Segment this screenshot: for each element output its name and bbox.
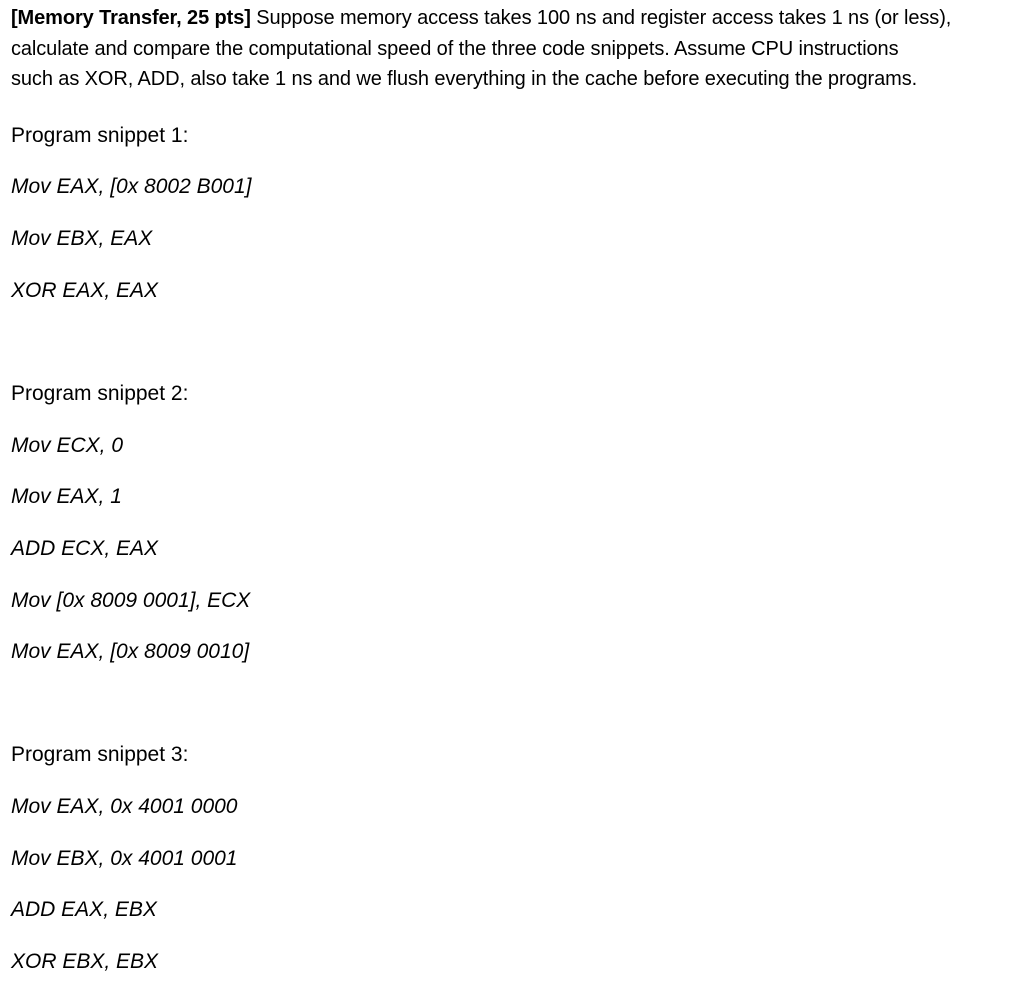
- snippet-3-line-2: Mov EBX, 0x 4001 0001: [11, 847, 238, 870]
- prompt-text-1: Suppose memory access takes 100 ns and register access takes 1 ns (or less),: [250, 7, 952, 29]
- snippet-1-line-3: XOR EAX, EAX: [11, 279, 159, 302]
- snippet-3-heading: Program snippet 3:: [11, 743, 189, 766]
- snippet-3-line-4: XOR EBX, EBX: [11, 950, 159, 973]
- prompt-line-2: calculate and compare the computational speed of the three code snippets. Assume CPU instructions: [11, 37, 899, 60]
- snippet-3-line-1: Mov EAX, 0x 4001 0000: [11, 795, 238, 818]
- snippet-2-line-5: Mov EAX, [0x 8009 0010]: [11, 640, 250, 663]
- prompt-line-1: [11, 3, 1011, 34]
- snippet-2-line-1: Mov ECX, 0: [11, 434, 124, 457]
- question-prompt: [11, 3, 1011, 95]
- snippet-2-heading: Program snippet 2:: [11, 382, 189, 405]
- question-tag: [Memory Transfer, 25 pts]: [11, 7, 251, 29]
- snippet-1-line-2: Mov EBX, EAX: [11, 227, 153, 250]
- prompt-line-3: such as XOR, ADD, also take 1 ns and we flush everything in the cache before executing the programs.: [11, 68, 918, 90]
- snippet-2-line-2: Mov EAX, 1: [11, 485, 122, 508]
- snippet-2-line-4: Mov [0x 8009 0001], ECX: [11, 589, 251, 612]
- snippet-1-line-1: Mov EAX, [0x 8002 B001]: [11, 175, 252, 198]
- snippet-2-line-3: ADD ECX, EAX: [11, 537, 159, 560]
- snippet-3-line-3: ADD EAX, EBX: [11, 898, 157, 921]
- snippet-1-heading: Program snippet 1:: [11, 124, 189, 147]
